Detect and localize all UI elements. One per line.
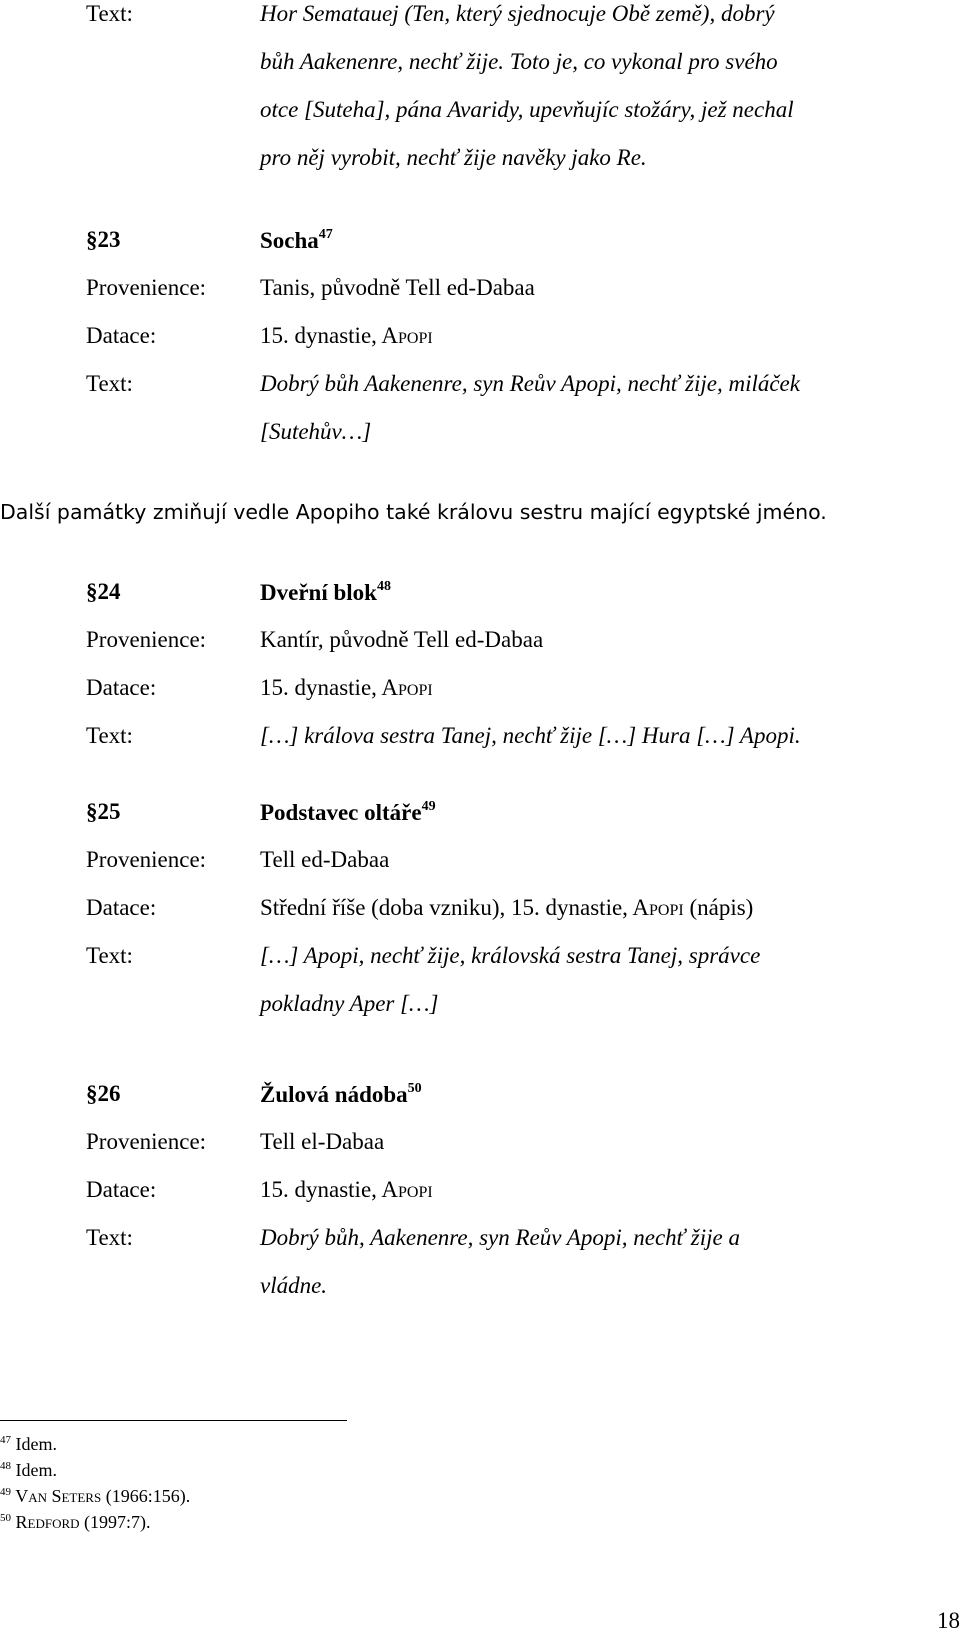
entry-23-text-line-1: Dobrý bůh Aakenenre, syn Reův Apopi, nechť žije, miláček [260, 371, 800, 396]
top-text-line-4: pro něj vyrobit, nechť žije navěky jako Re. [260, 145, 647, 170]
entry-26-text-line-2: vládne. [260, 1273, 328, 1298]
top-text-line-1: Hor Sematauej (Ten, který sjednocuje Obě země), dobrý [260, 1, 775, 26]
entry-24-prov-label: Provenience: [86, 627, 207, 652]
entry-25-text-line-1: […] Apopi, nechť žije, královská sestra Tanej, správce [260, 943, 761, 968]
footnote-48: $^{48}$ Idem. [0, 1460, 57, 1480]
entry-24-date-label: Datace: [86, 675, 157, 700]
entry-25-date-label: Datace: [86, 895, 157, 920]
entry-25-provenience: Tell ed-Dabaa [260, 847, 390, 872]
entry-26-title: Žulová nádoba$^{50}$ [260, 1081, 422, 1107]
entry-26-text-line-1: Dobrý bůh, Aakenenre, syn Reův Apopi, nechť žije a [260, 1225, 740, 1250]
footnote-49: $^{49}$ Van Seters (1966:156). [0, 1486, 191, 1506]
entry-23-text-line-2: [Sutehův…] [260, 419, 372, 444]
footnote-ref-48: 48 [376, 579, 391, 594]
entry-24-dating: 15. dynastie, Apopi [260, 675, 433, 700]
entry-23-dating: 15. dynastie, Apopi [260, 323, 433, 348]
entry-23-date-label: Datace: [86, 323, 157, 348]
entry-26-text-label: Text: [86, 1225, 133, 1250]
entry-26-dating: 15. dynastie, Apopi [260, 1177, 433, 1202]
entry-24-text-line-1: […] králova sestra Tanej, nechť žije […] Hura […] Apopi. [260, 723, 801, 748]
entry-23-title: Socha$^{47}$ [260, 227, 333, 253]
entry-23-provenience: Tanis, původně Tell ed-Dabaa [260, 275, 535, 300]
entry-25-title: Podstavec oltáře$^{49}$ [260, 799, 436, 825]
body-paragraph: Další památky zmiňují vedle Apopiho také královu sestru mající egyptské jméno. [0, 500, 827, 524]
entry-23-text-label: Text: [86, 371, 133, 396]
entry-25-text-line-2: pokladny Aper […] [260, 991, 439, 1016]
entry-26-number: §26 [86, 1081, 121, 1106]
footnote-ref-47: 47 [318, 227, 333, 242]
footnote-rule [0, 1420, 347, 1421]
entry-26-provenience: Tell el-Dabaa [260, 1129, 385, 1154]
top-text-label: Text: [86, 1, 133, 26]
page-number: 18 [937, 1608, 960, 1633]
entry-26-prov-label: Provenience: [86, 1129, 207, 1154]
entry-24-number: §24 [86, 579, 121, 604]
footnote-ref-50: 50 [407, 1081, 422, 1096]
entry-23-number: §23 [86, 227, 121, 252]
footnote-ref-49: 49 [421, 799, 436, 814]
entry-24-title: Dveřní blok$^{48}$ [260, 579, 391, 605]
footnote-50: $^{50}$ Redford (1997:7). [0, 1512, 151, 1532]
top-text-line-3: otce [Suteha], pána Avaridy, upevňujíc stožáry, jež nechal [260, 97, 794, 122]
entry-23-prov-label: Provenience: [86, 275, 207, 300]
entry-25-text-label: Text: [86, 943, 133, 968]
entry-25-prov-label: Provenience: [86, 847, 207, 872]
entry-24-provenience: Kantír, původně Tell ed-Dabaa [260, 627, 544, 652]
entry-26-date-label: Datace: [86, 1177, 157, 1202]
entry-25-number: §25 [86, 799, 121, 824]
entry-25-dating: Střední říše (doba vzniku), 15. dynastie, Apopi (nápis) [260, 895, 754, 920]
top-text-line-2: bůh Aakenenre, nechť žije. Toto je, co vykonal pro svého [260, 49, 778, 74]
footnote-47: $^{47}$ Idem. [0, 1434, 57, 1454]
entry-24-text-label: Text: [86, 723, 133, 748]
